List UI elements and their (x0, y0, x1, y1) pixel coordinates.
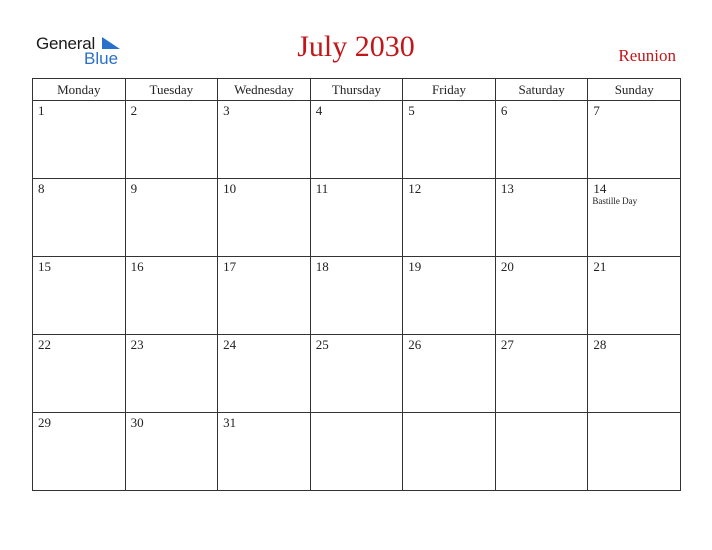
day-cell (588, 179, 681, 257)
day-number: 5 (408, 103, 415, 118)
empty-day-cell (310, 413, 403, 491)
day-cell (218, 335, 311, 413)
day-number: 6 (500, 103, 508, 118)
day-number: 22 (38, 337, 51, 352)
weekday-header: Monday (33, 79, 126, 101)
day-cell (218, 101, 311, 179)
day-number: 29 (38, 415, 51, 430)
day-number: 9 (130, 181, 138, 196)
week-row (33, 335, 681, 413)
day-number: 26 (408, 337, 422, 352)
day-cell (588, 257, 681, 335)
day-number: 28 (593, 337, 607, 352)
day-number: 12 (408, 181, 422, 196)
weekday-header: Wednesday (218, 79, 311, 101)
day-number: 21 (593, 259, 607, 274)
weekday-header: Saturday (495, 79, 588, 101)
day-number: 24 (223, 337, 237, 352)
day-number: 7 (593, 103, 600, 118)
day-number: 11 (315, 181, 329, 196)
day-cell (125, 257, 218, 335)
day-number: 23 (130, 337, 144, 352)
day-cell (310, 257, 403, 335)
day-cell (33, 335, 126, 413)
region-label: Reunion (618, 46, 676, 65)
calendar-grid (32, 78, 681, 491)
day-number: 20 (500, 259, 514, 274)
day-number: 16 (130, 259, 144, 274)
day-number: 27 (500, 337, 514, 352)
week-row (33, 101, 681, 179)
holiday-label: Bastille Day (592, 196, 638, 206)
day-cell (403, 101, 496, 179)
day-number: 14 (593, 181, 607, 196)
day-cell (403, 179, 496, 257)
day-number: 3 (223, 103, 230, 118)
logo-text-blue: Blue (84, 49, 119, 68)
day-number: 30 (130, 415, 144, 430)
day-number: 15 (38, 259, 51, 274)
day-cell (588, 101, 681, 179)
day-cell (310, 101, 403, 179)
day-cell (218, 179, 311, 257)
day-cell (403, 257, 496, 335)
day-cell (218, 257, 311, 335)
weekday-header: Friday (403, 79, 496, 101)
day-cell (495, 335, 588, 413)
day-cell (125, 335, 218, 413)
day-cell (125, 101, 218, 179)
day-number: 4 (315, 103, 323, 118)
day-cell (310, 335, 403, 413)
day-cell (33, 257, 126, 335)
calendar-title: July 2030 (297, 30, 415, 63)
empty-day-cell (403, 413, 496, 491)
day-number: 13 (500, 181, 514, 196)
day-number: 18 (315, 259, 329, 274)
day-number: 17 (223, 259, 237, 274)
day-number: 1 (38, 103, 45, 118)
day-cell (33, 413, 126, 491)
day-cell (218, 413, 311, 491)
day-cell (495, 257, 588, 335)
day-number: 19 (408, 259, 422, 274)
weekday-header-row (33, 79, 681, 101)
week-row (33, 257, 681, 335)
logo-text-general: General (36, 34, 96, 53)
day-cell (33, 179, 126, 257)
day-cell (125, 179, 218, 257)
weekday-header: Tuesday (125, 79, 218, 101)
day-number: 8 (38, 181, 45, 196)
day-cell (588, 335, 681, 413)
day-number: 10 (223, 181, 237, 196)
empty-day-cell (495, 413, 588, 491)
day-cell (125, 413, 218, 491)
week-row (33, 179, 681, 257)
week-row (33, 413, 681, 491)
day-cell (403, 335, 496, 413)
day-number: 25 (315, 337, 329, 352)
day-cell (495, 101, 588, 179)
weekday-header: Sunday (588, 79, 681, 101)
weekday-header: Thursday (310, 79, 403, 101)
day-cell (33, 101, 126, 179)
empty-day-cell (588, 413, 681, 491)
day-number: 31 (223, 415, 237, 430)
day-cell (310, 179, 403, 257)
day-cell (495, 179, 588, 257)
day-number: 2 (130, 103, 138, 118)
